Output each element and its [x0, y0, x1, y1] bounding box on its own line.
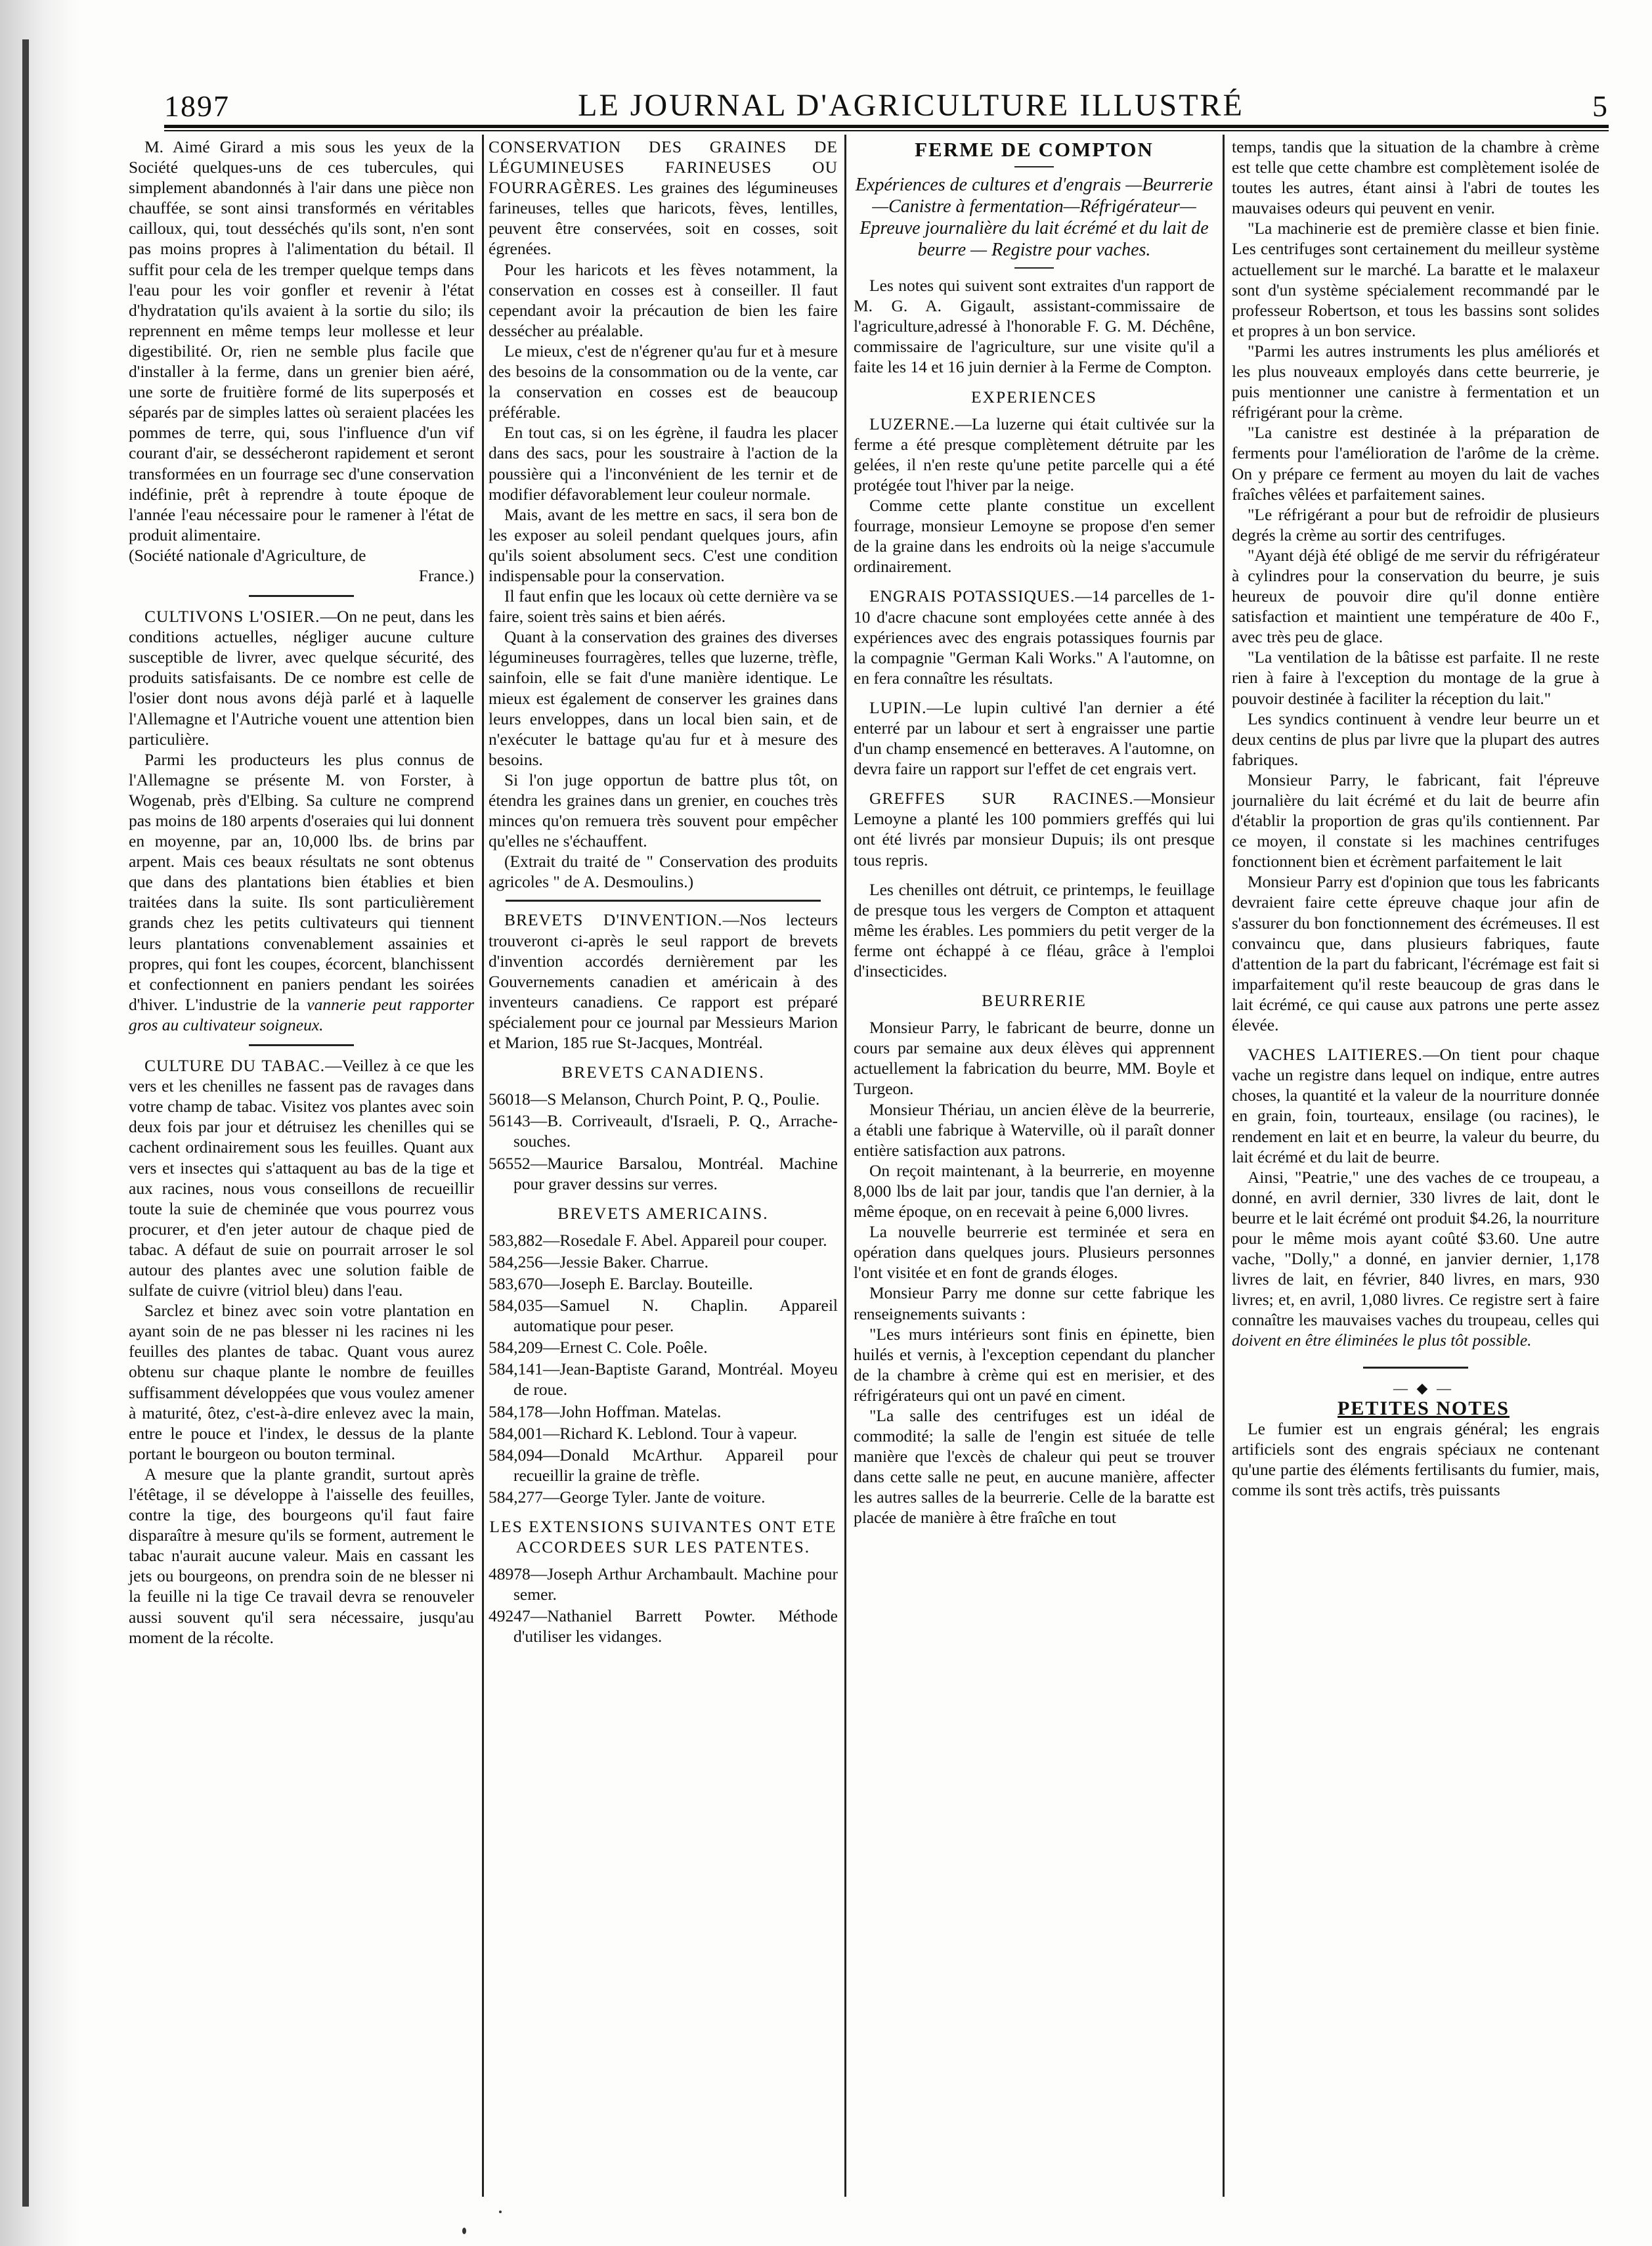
beurrerie-cont-p4: "La canistre est destinée à la préparation de ferments pour l'amélioration de l'arôme de la crème. On y prépare ce ferment au moyen du lait de vaches fraîches vêlées et parfaitement saines. — [1232, 423, 1599, 504]
binding-edge — [22, 39, 29, 2207]
conservation-article — [489, 137, 838, 259]
brevets-canadiens-list — [489, 1089, 838, 1193]
beurrerie-heading: BEURRERIE — [982, 991, 1087, 1011]
conservation-p5: Mais, avant de les mettre en sacs, il sera bon de les exposer au soleil pendant quelques jours, afin qu'ils soient absolument secs. C'est une condition indispensable pour la conservation. — [489, 504, 838, 585]
vaches-heading: VACHES LAITIERES. — [1248, 1045, 1424, 1065]
column-rule-1 — [482, 135, 484, 2197]
conservation-p6: Il faut enfin que les locaux où cette dernière va se faire, soient très sains et bien aérés. — [489, 586, 838, 627]
tabac-paragraph-2: Sarclez et binez avec soin votre plantation en ayant soin de ne pas blesser ni les racines ni les feuilles des plantes de tabac. Quant vous aurez obtenu sur chaque plante le nombre de feuilles suffisamment développées que vous voulez amener à maturité, ôtez, c'est-à-dire enlevez avec la main, entre le pouce et l'index, le dessus de la plante portant le bourgeon ou bouton terminal. — [129, 1301, 474, 1463]
beurrerie-p6: "Les murs intérieurs sont finis en épinette, bien huilés et vernis, à l'exception cependant du plancher de la chambre à crème qui est en merisier, et des réfrigérateurs qui ont un pavé en ciment. — [854, 1324, 1215, 1405]
column-3 — [854, 137, 1215, 1528]
list-item: 583,670—Joseph E. Barclay. Bouteille. — [489, 1273, 753, 1293]
separator — [249, 1044, 354, 1046]
tabac-heading: CULTURE DU TABAC. — [144, 1056, 326, 1076]
vaches-italic: doivent en être éliminées le plus tôt possible. — [1232, 1331, 1532, 1350]
column-rule-3 — [1223, 135, 1225, 2197]
engrais-article: ENGRAIS POTASSIQUES.—14 parcelles de 1-10 d'acre chacune sont employées cette année à des expériences avec des engrais potassiques fournis par la compagnie "German Kali Works." A l'automne, on en fera connaître les résultats. — [854, 586, 1215, 688]
list-item: 584,094—Donald McArthur. Appareil pour recueillir la graine de trèfle. — [489, 1445, 838, 1485]
conservation-p4: En tout cas, si on les égrène, il faudra les placer dans des sacs, pour les soustraire à l'action de la poussière qui a l'inconvénient de les ternir et de modifier défavorablement leur couleur normale. — [489, 423, 838, 504]
tabac-article — [129, 1055, 474, 1300]
greffes-heading: GREFFES SUR RACINES. — [869, 789, 1134, 808]
lupin-heading: LUPIN. — [869, 697, 927, 717]
list-item: 584,141—Jean-Baptiste Garand, Montréal. Moyeu de roue. — [489, 1359, 838, 1399]
ferme-compton-subtitle: Expériences de cultures et d'engrais —Beurrerie—Canistre à fermentation—Réfrigérateur—Epreuve journalière du lait écrémé et du lait de beurre — Registre pour vaches. — [855, 175, 1213, 261]
brevets-article — [489, 910, 838, 1053]
tabac-paragraph-3: A mesure que la plante grandit, surtout après l'étêtage, il se développe à l'aisselle des feuilles, contre la tige, des bourgeons qu'il faut faire disparaître à mesure qu'ils se forment, autrement le tabac n'aurait aucune valeur. Mais en cassant les jets ou bourgeons, on prendra soin de ne blesser ni la feuille ni la tige Ce travail devra se renouveler aussi souvent qu'il sera nécessaire, jusqu'au moment de la récolte. — [129, 1464, 474, 1647]
column-4 — [1232, 137, 1599, 1500]
list-item: 56018—S Melanson, Church Point, P. Q., Poulie. — [489, 1090, 820, 1109]
separator — [506, 900, 821, 902]
osier-p2-text: Parmi les producteurs les plus connus de l'Allemagne se présente M. von Forster, à Wogenab, près d'Elbing. Sa culture ne comprend pas moins de 180 arpents d'oseraies qui lui donnent en moyenne, par an, 10,000 lbs. de brins par arpent. Mais ces beaux résultats ne sont obtenus que dans des plantations bien établies et bien traitées dans la suite. Ils sont particulièrement grands chez les petits cultivateurs qui tiennent leurs plantations convenablement assainies et propres, qui font les coupes, écorcent, blanchissent et confectionnent en paniers pendant les soirées d'hiver. L'industrie de la — [129, 749, 474, 1014]
brevets-text: —Nos lecteurs trouveront ci-après le seul rapport de brevets d'invention accordés dernièrement par les Gouvernements canadien et américain à des inventeurs canadiens. Ce rapport est préparé spécialement pour ce journal par Messieurs Marion et Marion, 185 rue St-Jacques, Montréal. — [489, 910, 838, 1053]
separator — [1363, 1367, 1468, 1369]
petites-notes-heading: PETITES NOTES — [1337, 1397, 1510, 1419]
header-rule-thin — [164, 130, 1609, 131]
brevets-canadiens-heading: BREVETS CANADIENS. — [561, 1063, 765, 1082]
osier-article — [129, 606, 474, 749]
brevets-americains-list — [489, 1230, 838, 1507]
column-2 — [489, 137, 838, 1647]
luzerne-p2: Comme cette plante constitue un excellent fourrage, monsieur Lemoyne se propose d'en semer de la graine dans les endroits où la neige s'accumule ordinairement. — [854, 496, 1215, 577]
beurrerie-cont-p10: Monsieur Parry est d'opinion que tous les fabricants devraient faire cette épreuve chaque jour afin de s'assurer du bon fonctionnement des écrémeuses. Il est convaincu que, dans plusieurs fabriques, faute d'attention de la part du fabricant, l'écrémage est fait si imparfaitement qu'il reste beaucoup de gras dans le lait écrémé, ce qui cause aux patrons une perte assez élevée. — [1232, 872, 1599, 1035]
ferme-compton-heading: FERME DE COMPTON — [915, 138, 1154, 161]
brevets-americains-heading: BREVETS AMERICAINS. — [557, 1203, 769, 1223]
vaches-article: VACHES LAITIERES.—On tient pour chaque vache un registre dans lequel on indique, entre autres choses, la quantité et la valeur de la nourriture donnée en grain, foin, tourteaux, ensilage (ou racines), le rendement en lait et en beurre, la valeur du beurre, du lait écrémé et du lait de beurre. — [1232, 1045, 1599, 1166]
header-year: 1897 — [164, 89, 230, 123]
extensions-heading: LES EXTENSIONS SUIVANTES ONT ETE ACCORDEES SUR LES PATENTES. — [489, 1517, 837, 1557]
column-rule-2 — [844, 135, 846, 2197]
list-item: 583,882—Rosedale F. Abel. Appareil pour couper. — [489, 1230, 827, 1250]
separator — [249, 595, 354, 597]
conservation-heading: CONSERVATION DES GRAINES DE LÉGUMINEUSES FARINEUSES OU FOURRAGÈRES. — [489, 137, 838, 198]
greffes-article: GREFFES SUR RACINES.—Monsieur Lemoyne a planté les 100 pommiers greffés qui lui ont été livrés par monsieur Dupuis; ils ont presque tous repris. — [854, 789, 1215, 870]
beurrerie-p3: On reçoit maintenant, à la beurrerie, en moyenne 8,000 lbs de lait par jour, tandis que l'an dernier, à la même époque, on en recevait à peine 6,000 livres. — [854, 1160, 1215, 1222]
list-item: 584,209—Ernest C. Cole. Poêle. — [489, 1338, 708, 1357]
article-paragraph: M. Aimé Girard a mis sous les yeux de la Société quelques-uns de ces tubercules, qui simplement abandonnés à l'air dans une pièce non chauffée, se sont ainsi transformés en véritables cailloux, qui, tout desséchés qu'ils sont, n'en sont pas moins propres à l'alimentation du bétail. Il suffit pour cela de les tremper quelque temps dans l'eau pour les voir gonfler et revenir à l'état d'hydratation qu'ils avaient à la sortie du silo; ils reprennent en même temps leur mollesse et leur digestibilité. Or, rien ne semble plus facile que d'installer à la ferme, dans un grenier bien aéré, une sorte de fruitière formé de lits superposés et séparés par de simples lattes où seraient placées les pommes de terre, qui, sous l'influence d'un vif courant d'air, se dessécheront rapidement et seront transformées en un fourrage sec d'une conservation indéfinie, prêt à reprendre à toute époque de l'année l'eau nécessaire pour le ramener à l'état de produit alimentaire. — [129, 137, 474, 544]
extensions-list — [489, 1564, 838, 1646]
ink-speck — [499, 2211, 502, 2213]
ferme-intro: Les notes qui suivent sont extraites d'un rapport de M. G. A. Gigault, assistant-commissaire de l'agriculture,adressé à l'honorable F. G. M. Déchêne, commissaire de l'agriculture, sur une visite qu'il a faite les 14 et 16 juin dernier à la Ferme de Compton. — [854, 276, 1215, 377]
conservation-source: (Extrait du traité de " Conservation des produits agricoles " de A. Desmoulins.) — [489, 852, 838, 892]
experiences-heading: EXPERIENCES — [970, 387, 1097, 407]
osier-paragraph-2 — [129, 749, 474, 1035]
luzerne-heading: LUZERNE. — [869, 414, 955, 433]
header-rule — [164, 125, 1609, 128]
list-item: 56143—B. Corriveault, d'Israeli, P. Q., Arrache-souches. — [489, 1111, 838, 1151]
beurrerie-cont-p5: "Le réfrigérant a pour but de refroidir de plusieurs degrés la crème au sortir des centrifuges. — [1232, 504, 1599, 544]
article-source-cont: France.) — [418, 565, 474, 585]
beurrerie-p5: Monsieur Parry me donne sur cette fabrique les renseignements suivants : — [854, 1283, 1215, 1323]
article-source: (Société nationale d'Agriculture, de — [129, 545, 366, 565]
ornament-divider: — ◆ — — [1393, 1379, 1454, 1396]
ink-speck — [462, 2228, 466, 2234]
separator — [1014, 166, 1054, 167]
page-header — [164, 77, 1609, 123]
list-item: 49247—Nathaniel Barrett Powter. Méthode d'utiliser les vidanges. — [489, 1606, 838, 1646]
beurrerie-p7: "La salle des centrifuges est un idéal de commodité; la salle de l'engin est située de telle manière que l'excès de chaleur qui peut se trouver dans cette salle ne peut, en aucune manière, affecter les autres salles de la beurrerie. Celle de la baratte est placée de manière à être fraîche en tout — [854, 1405, 1215, 1528]
beurrerie-cont-p9: Monsieur Parry, le fabricant, fait l'épreuve journalière du lait écrémé et du lait de beurre afin d'établir la proportion de gras qu'ils contiennent. Par ce moyen, il constate si les machines centrifuges fonctionnent bien et écrèment parfaitement le lait — [1232, 770, 1599, 871]
list-item: 584,178—John Hoffman. Matelas. — [489, 1401, 722, 1421]
brevets-heading: BREVETS D'INVENTION. — [504, 910, 723, 930]
conservation-p3: Le mieux, c'est de n'égrener qu'au fur et à mesure des besoins de la consommation ou de la vente, car la conservation en cosses est de beaucoup préférable. — [489, 341, 838, 422]
page-number: 5 — [1592, 89, 1609, 123]
vaches-p2: Ainsi, "Peatrie," une des vaches de ce troupeau, a donné, en avril dernier, 330 livres de lait, dont le beurre et le lait écrémé ont produit $4.26, la nourriture pour le même mois ayant coûté $3.60. Une autre vache, "Dolly," a donné, en janvier dernier, 1,178 livres de lait, en février, 840 livres, en mars, 930 livres; et, en avril, 1,080 livres. Ce registre sert à faire connaître les mauvaises vaches du troupeau, celles qui doivent en être éliminées le plus tôt possible. — [1232, 1167, 1599, 1350]
chenilles-paragraph: Les chenilles ont détruit, ce printemps, le feuillage de presque tous les vergers de Compton et attaquent même les érables. Les pommiers du petit verger de la ferme ont échappé à ce fléau, grâce à l'emploi d'insecticides. — [854, 879, 1215, 980]
column-1 — [129, 137, 474, 1648]
list-item: 584,277—George Tyler. Jante de voiture. — [489, 1487, 766, 1507]
engrais-heading: ENGRAIS POTASSIQUES. — [869, 586, 1076, 606]
list-item: 584,035—Samuel N. Chaplin. Appareil automatique pour peser. — [489, 1296, 838, 1336]
conservation-p7: Quant à la conservation des graines des diverses légumineuses fourragères, telles que luzerne, trèfle, sainfoin, elle se fait d'une manière identique. Le mieux est également de conserver les graines dans leurs enveloppes, dans un local bien sain, et de n'exécuter le battage qu'au fur et à mesure des besoins. — [489, 627, 838, 769]
petites-notes-text: Le fumier est un engrais général; les engrais artificiels sont des engrais spéciaux ne contenant qu'une partie des éléments fertilisants du fumier, mais, comme ils sont très actifs, très puissants — [1232, 1419, 1599, 1499]
lupin-article: LUPIN.—Le lupin cultivé l'an dernier a été enterré par un labour et sert à engraisser une partie d'un champ ensemencé en betteraves. A l'automne, on devra faire un rapport sur l'effet de cet engrais vert. — [854, 697, 1215, 779]
luzerne-article: LUZERNE.—La luzerne qui était cultivée sur la ferme a été presque complètement détruite par les gelées, il n'en reste qu'une petite parcelle qui a été protégée tout l'hiver par la neige. — [854, 414, 1215, 495]
beurrerie-cont-p6: "Ayant déjà été obligé de me servir du réfrigérateur à cylindres pour la conservation du beurre, je suis heureux de pouvoir dire qu'il donne entière satisfaction et maintient une température de 40o F., avec très peu de glace. — [1232, 545, 1599, 647]
page-gutter — [0, 0, 79, 2246]
osier-heading: CULTIVONS L'OSIER. — [144, 607, 320, 627]
list-item: 48978—Joseph Arthur Archambault. Machine pour semer. — [489, 1564, 838, 1604]
conservation-p2: Pour les haricots et les fèves notamment, la conservation en cosses est à conseiller. Il faut cependant avoir la précaution de bien les faire dessécher au préalable. — [489, 259, 838, 340]
beurrerie-cont-p2: "La machinerie est de première classe et bien finie. Les centrifuges sont certainement du meilleur système actuellement sur le marché. La baratte et le malaxeur sont d'un système spécialement recommandé par le professeur Robertson, et tous les bassins sont solides et propres à un bon service. — [1232, 219, 1599, 340]
osier-text: —On ne peut, dans les conditions actuelles, négliger aucune culture susceptible de livrer, avec quelque sécurité, des produits satisfaisants. De ce nombre est celle de l'osier dont nous avons déjà parlé et à laquelle l'Allemagne et l'Autriche vouent une attention bien particulière. — [129, 607, 474, 749]
beurrerie-cont-p7: "La ventilation de la bâtisse est parfaite. Il ne reste rien à faire à l'exception du montage de la grue à pouvoir destinée à faciliter la réception du lait." — [1232, 648, 1599, 708]
beurrerie-cont-p1: temps, tandis que la situation de la chambre à crème est telle que cette chambre est complètement isolée de toutes les autres, étant ainsi à l'abri de toutes les mauvaises odeurs qui peuvent en venir. — [1232, 137, 1599, 218]
tabac-text: —Veillez à ce que les vers et les chenilles ne fassent pas de ravages dans votre champ de tabac. Visitez vos plantes avec soin deux fois par jour et détruisez les chenilles qui se cachent ordinairement sous les feuilles. Quant aux vers et insectes qui s'attaquent au bas de la tige et aux racines, nous vous conseillons de recueillir toute la suie de cheminée que vous pourrez vous procurer, et d'en jeter autour de chaque pied de tabac. A défaut de suie on pourrait arroser le sol autour des plantes avec une solution faible de sulfate de cuivre (vitriol bleu) dans l'eau. — [129, 1056, 474, 1300]
beurrerie-cont-p3: "Parmi les autres instruments les plus améliorés et les plus nouveaux employés dans cette beurrerie, je puis mentionner une canistre à fermentation et un réfrigérant pour la crème. — [1232, 341, 1599, 422]
beurrerie-p2: Monsieur Thériau, un ancien élève de la beurrerie, a établi une fabrique à Waterville, où il paraît donner entière satisfaction aux patrons. — [854, 1099, 1215, 1160]
journal-title: LE JOURNAL D'AGRICULTURE ILLUSTRÉ — [578, 88, 1244, 123]
beurrerie-p4: La nouvelle beurrerie est terminée et sera en opération dans quelques jours. Plusieurs personnes l'ont visitée et en font de grands éloges. — [854, 1222, 1215, 1283]
beurrerie-cont-p8: Les syndics continuent à vendre leur beurre un et deux centins de plus par livre que la plupart des autres fabriques. — [1232, 709, 1599, 769]
conservation-text: Les graines des légumineuses farineuses, telles que haricots, fèves, lentilles, peuvent être conservées, soit en cosses, soit égrenées. — [489, 178, 838, 259]
separator — [1014, 267, 1054, 269]
list-item: 56552—Maurice Barsalou, Montréal. Machine pour graver dessins sur verres. — [489, 1153, 838, 1193]
beurrerie-p1: Monsieur Parry, le fabricant de beurre, donne un cours par semaine aux deux élèves qui apprennent actuellement la fabrication du beurre, MM. Boyle et Turgeon. — [854, 1018, 1215, 1099]
list-item: 584,001—Richard K. Leblond. Tour à vapeur. — [489, 1423, 798, 1443]
conservation-p8: Si l'on juge opportun de battre plus tôt, on étendra les graines dans un grenier, en couches très minces qu'on remuera très souvent pour empêcher qu'elles ne s'échauffent. — [489, 770, 838, 851]
osier-italic: vannerie peut rapporter gros au cultivateur soigneux. — [129, 994, 475, 1034]
list-item: 584,256—Jessie Baker. Charrue. — [489, 1252, 708, 1271]
